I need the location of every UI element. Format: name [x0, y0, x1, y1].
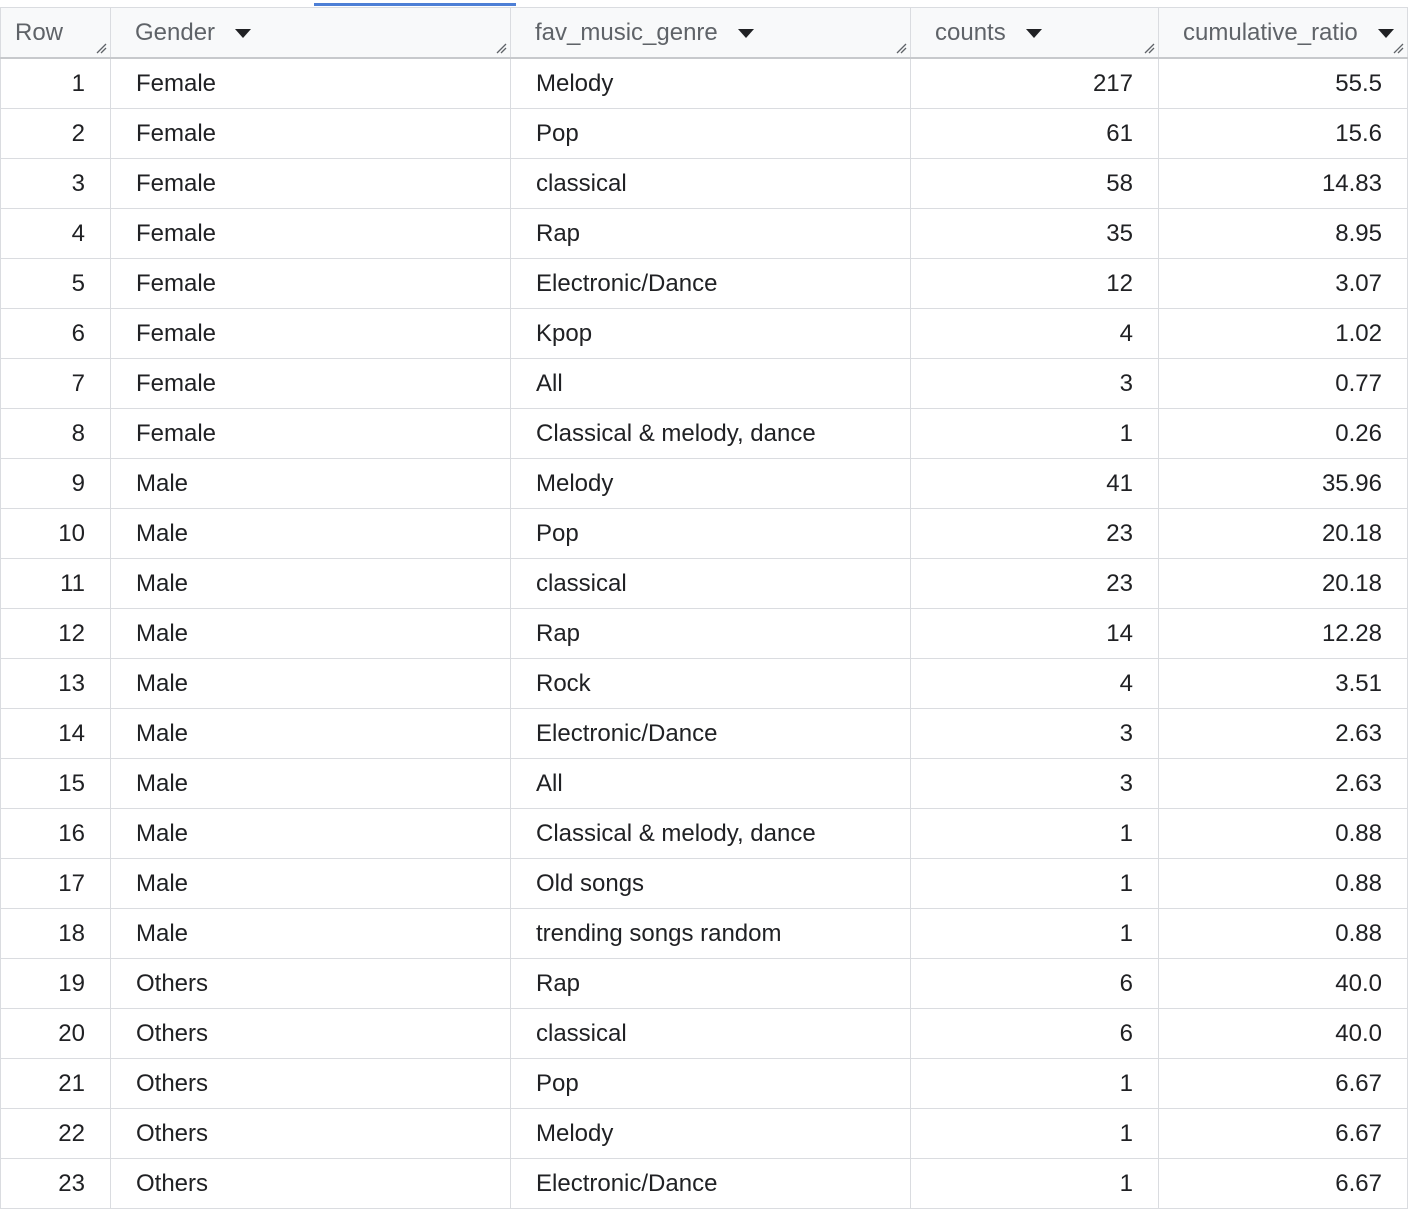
cumulative-ratio-cell: 2.63 — [1159, 759, 1408, 809]
resize-handle-icon[interactable] — [495, 42, 507, 54]
row-number-cell: 11 — [1, 559, 111, 609]
counts-cell: 61 — [911, 109, 1159, 159]
cumulative-ratio-cell: 0.88 — [1159, 859, 1408, 909]
row-number-cell: 1 — [1, 58, 111, 109]
table-row — [1, 1009, 1408, 1059]
counts-cell: 1 — [911, 859, 1159, 909]
table-row — [1, 259, 1408, 309]
table-row — [1, 109, 1408, 159]
gender-cell: Others — [111, 1109, 511, 1159]
row-number-cell: 15 — [1, 759, 111, 809]
table-row — [1, 759, 1408, 809]
column-header-label: cumulative_ratio — [1183, 18, 1358, 46]
cumulative-ratio-cell: 3.51 — [1159, 659, 1408, 709]
gender-cell: Male — [111, 759, 511, 809]
counts-cell: 23 — [911, 559, 1159, 609]
table-row — [1, 309, 1408, 359]
column-header-label: fav_music_genre — [535, 18, 718, 46]
resize-handle-icon[interactable] — [95, 42, 107, 54]
column-header-label: Gender — [135, 18, 216, 46]
gender-cell: Male — [111, 559, 511, 609]
active-tab-indicator — [314, 3, 516, 6]
counts-cell: 23 — [911, 509, 1159, 559]
fav-music-genre-cell: Old songs — [511, 859, 911, 909]
row-number-cell: 10 — [1, 509, 111, 559]
fav-music-genre-cell: Melody — [511, 58, 911, 109]
row-number-cell: 9 — [1, 459, 111, 509]
column-header-fav-music-genre[interactable] — [511, 8, 911, 59]
sort-caret-down-icon[interactable] — [1378, 29, 1394, 38]
counts-cell: 1 — [911, 909, 1159, 959]
fav-music-genre-cell: classical — [511, 159, 911, 209]
row-number-cell: 12 — [1, 609, 111, 659]
table-row — [1, 1109, 1408, 1159]
row-number-cell: 22 — [1, 1109, 111, 1159]
fav-music-genre-cell: classical — [511, 559, 911, 609]
cumulative-ratio-cell: 40.0 — [1159, 1009, 1408, 1059]
row-number-cell: 3 — [1, 159, 111, 209]
cumulative-ratio-cell: 0.26 — [1159, 409, 1408, 459]
counts-cell: 35 — [911, 209, 1159, 259]
row-number-cell: 21 — [1, 1059, 111, 1109]
column-header-label: Row — [15, 18, 64, 46]
cumulative-ratio-cell: 6.67 — [1159, 1159, 1408, 1209]
column-header-label: counts — [935, 18, 1006, 46]
gender-cell: Male — [111, 809, 511, 859]
cumulative-ratio-cell: 14.83 — [1159, 159, 1408, 209]
gender-cell: Female — [111, 109, 511, 159]
counts-cell: 4 — [911, 659, 1159, 709]
gender-cell: Male — [111, 709, 511, 759]
row-number-cell: 14 — [1, 709, 111, 759]
fav-music-genre-cell: Melody — [511, 1109, 911, 1159]
row-number-cell: 4 — [1, 209, 111, 259]
sort-caret-down-icon[interactable] — [1026, 29, 1042, 38]
fav-music-genre-cell: Pop — [511, 509, 911, 559]
fav-music-genre-cell: Melody — [511, 459, 911, 509]
table-row — [1, 559, 1408, 609]
column-header-counts[interactable] — [911, 8, 1159, 59]
sort-caret-down-icon[interactable] — [738, 29, 754, 38]
cumulative-ratio-cell: 0.77 — [1159, 359, 1408, 409]
table-row — [1, 1059, 1408, 1109]
gender-cell: Male — [111, 859, 511, 909]
counts-cell: 41 — [911, 459, 1159, 509]
fav-music-genre-cell: Pop — [511, 109, 911, 159]
table-row — [1, 1159, 1408, 1209]
cumulative-ratio-cell: 3.07 — [1159, 259, 1408, 309]
counts-cell: 3 — [911, 709, 1159, 759]
table-row — [1, 809, 1408, 859]
fav-music-genre-cell: Classical & melody, dance — [511, 809, 911, 859]
resize-handle-icon[interactable] — [895, 42, 907, 54]
cumulative-ratio-cell: 40.0 — [1159, 959, 1408, 1009]
fav-music-genre-cell: Electronic/Dance — [511, 709, 911, 759]
cumulative-ratio-cell: 2.63 — [1159, 709, 1408, 759]
table-row — [1, 609, 1408, 659]
table-row — [1, 709, 1408, 759]
fav-music-genre-cell: Rap — [511, 209, 911, 259]
gender-cell: Others — [111, 1009, 511, 1059]
fav-music-genre-cell: Electronic/Dance — [511, 259, 911, 309]
table-row — [1, 909, 1408, 959]
gender-cell: Others — [111, 959, 511, 1009]
fav-music-genre-cell: All — [511, 359, 911, 409]
counts-cell: 217 — [911, 58, 1159, 109]
table-row — [1, 509, 1408, 559]
gender-cell: Others — [111, 1059, 511, 1109]
fav-music-genre-cell: trending songs random — [511, 909, 911, 959]
counts-cell: 1 — [911, 409, 1159, 459]
fav-music-genre-cell: Electronic/Dance — [511, 1159, 911, 1209]
gender-cell: Male — [111, 659, 511, 709]
gender-cell: Female — [111, 259, 511, 309]
fav-music-genre-cell: Rock — [511, 659, 911, 709]
table-body — [1, 58, 1408, 1209]
cumulative-ratio-cell: 55.5 — [1159, 58, 1408, 109]
table-row — [1, 959, 1408, 1009]
gender-cell: Others — [111, 1159, 511, 1209]
cumulative-ratio-cell: 35.96 — [1159, 459, 1408, 509]
query-results-table — [0, 7, 1408, 1209]
row-number-cell: 19 — [1, 959, 111, 1009]
fav-music-genre-cell: Rap — [511, 959, 911, 1009]
row-number-cell: 13 — [1, 659, 111, 709]
row-number-cell: 16 — [1, 809, 111, 859]
counts-cell: 3 — [911, 759, 1159, 809]
fav-music-genre-cell: classical — [511, 1009, 911, 1059]
cumulative-ratio-cell: 20.18 — [1159, 559, 1408, 609]
gender-cell: Female — [111, 159, 511, 209]
table-row — [1, 459, 1408, 509]
column-header-gender[interactable] — [111, 8, 511, 59]
counts-cell: 3 — [911, 359, 1159, 409]
table-row — [1, 209, 1408, 259]
cumulative-ratio-cell: 0.88 — [1159, 909, 1408, 959]
row-number-cell: 17 — [1, 859, 111, 909]
column-header-row — [1, 8, 111, 59]
header-row — [1, 8, 1408, 59]
gender-cell: Male — [111, 909, 511, 959]
row-number-cell: 2 — [1, 109, 111, 159]
cumulative-ratio-cell: 8.95 — [1159, 209, 1408, 259]
fav-music-genre-cell: Classical & melody, dance — [511, 409, 911, 459]
counts-cell: 1 — [911, 809, 1159, 859]
counts-cell: 6 — [911, 1009, 1159, 1059]
counts-cell: 4 — [911, 309, 1159, 359]
cumulative-ratio-cell: 20.18 — [1159, 509, 1408, 559]
cumulative-ratio-cell: 0.88 — [1159, 809, 1408, 859]
cumulative-ratio-cell: 15.6 — [1159, 109, 1408, 159]
counts-cell: 12 — [911, 259, 1159, 309]
cumulative-ratio-cell: 12.28 — [1159, 609, 1408, 659]
gender-cell: Male — [111, 509, 511, 559]
gender-cell: Female — [111, 209, 511, 259]
row-number-cell: 8 — [1, 409, 111, 459]
counts-cell: 1 — [911, 1159, 1159, 1209]
fav-music-genre-cell: All — [511, 759, 911, 809]
resize-handle-icon[interactable] — [1143, 42, 1155, 54]
counts-cell: 1 — [911, 1059, 1159, 1109]
table-row — [1, 58, 1408, 109]
table-row — [1, 159, 1408, 209]
fav-music-genre-cell: Kpop — [511, 309, 911, 359]
row-number-cell: 7 — [1, 359, 111, 409]
row-number-cell: 6 — [1, 309, 111, 359]
counts-cell: 58 — [911, 159, 1159, 209]
row-number-cell: 5 — [1, 259, 111, 309]
table-row — [1, 359, 1408, 409]
gender-cell: Female — [111, 409, 511, 459]
cumulative-ratio-cell: 1.02 — [1159, 309, 1408, 359]
table-row — [1, 659, 1408, 709]
cumulative-ratio-cell: 6.67 — [1159, 1059, 1408, 1109]
table-row — [1, 859, 1408, 909]
row-number-cell: 23 — [1, 1159, 111, 1209]
gender-cell: Female — [111, 359, 511, 409]
table-row — [1, 409, 1408, 459]
gender-cell: Female — [111, 58, 511, 109]
fav-music-genre-cell: Pop — [511, 1059, 911, 1109]
row-number-cell: 18 — [1, 909, 111, 959]
gender-cell: Male — [111, 609, 511, 659]
sort-caret-down-icon[interactable] — [235, 29, 251, 38]
counts-cell: 1 — [911, 1109, 1159, 1159]
column-header-cumulative-ratio[interactable] — [1159, 8, 1408, 59]
cumulative-ratio-cell: 6.67 — [1159, 1109, 1408, 1159]
gender-cell: Female — [111, 309, 511, 359]
fav-music-genre-cell: Rap — [511, 609, 911, 659]
row-number-cell: 20 — [1, 1009, 111, 1059]
resize-handle-icon[interactable] — [1392, 42, 1404, 54]
gender-cell: Male — [111, 459, 511, 509]
counts-cell: 6 — [911, 959, 1159, 1009]
counts-cell: 14 — [911, 609, 1159, 659]
